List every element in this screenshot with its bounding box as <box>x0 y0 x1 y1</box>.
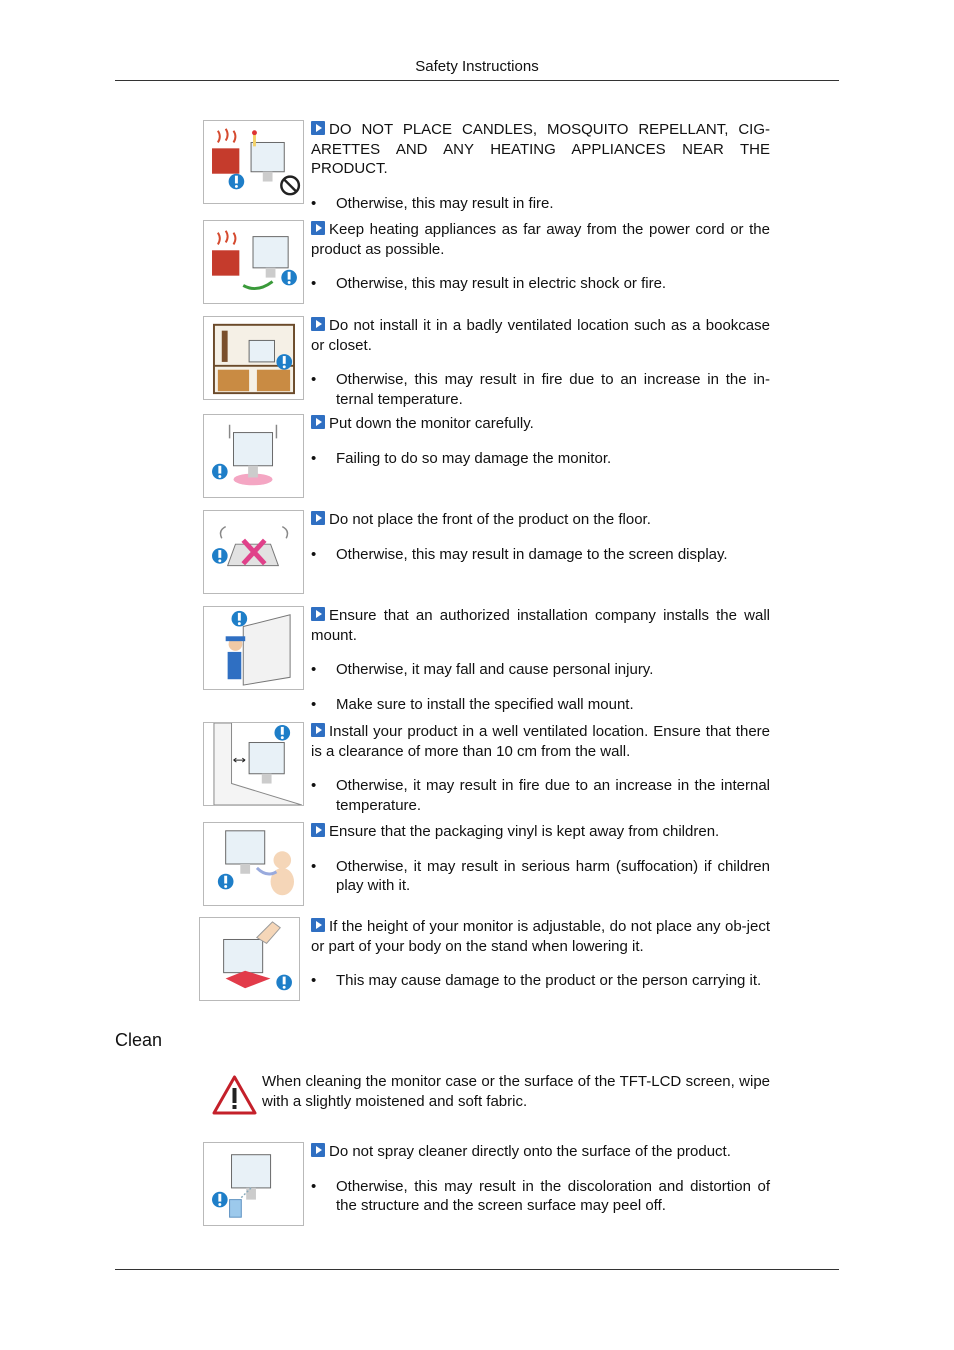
note-marker-icon <box>311 317 325 331</box>
item-text: DO NOT PLACE CANDLES, MOSQUITO REPELLANT, CIG-ARETTES AND ANY HEATING APPLIANCES NEAR THE PRODUCT. <box>311 121 770 177</box>
note-marker-icon <box>311 221 325 235</box>
put-down-monitor-icon <box>203 414 304 498</box>
bullet-item: • Otherwise, it may result in fire due to an increase in the internal temperature. <box>311 776 770 815</box>
bullet-item: • Otherwise, this may result in fire due to an increase in the in-ternal temperature. <box>311 370 770 409</box>
bullet-item: • Otherwise, this may result in fire. <box>311 194 770 214</box>
item-text: Keep heating appliances as far away from the power cord or the product as possible. <box>311 221 770 258</box>
item-text: Ensure that an authorized installation company installs the wall mount. <box>311 607 770 644</box>
wall-clearance-icon <box>203 722 304 806</box>
monitor-face-down-icon <box>203 510 304 594</box>
spray-cleaner-icon <box>203 1142 304 1226</box>
note-marker-icon <box>311 511 325 525</box>
bookcase-monitor-icon <box>203 316 304 400</box>
item-text: Do not place the front of the product on the floor. <box>329 511 651 528</box>
section-title-clean: Clean <box>115 1030 163 1050</box>
bullet-item: • Otherwise, this may result in the discoloration and distortion of the structure and the screen surface may peel off. <box>311 1177 770 1216</box>
item-text: Ensure that the packaging vinyl is kept away from children. <box>329 823 720 840</box>
bullet-item: • This may cause damage to the product or the person carrying it. <box>311 971 770 991</box>
item-text: Install your product in a well ventilated location. Ensure that there is a clearance of more than 10 cm from the wall. <box>311 723 770 760</box>
bullet-item: • Otherwise, this may result in damage to the screen display. <box>311 545 770 565</box>
note-marker-icon <box>311 723 325 737</box>
note-marker-icon <box>311 121 325 135</box>
heater-power-cord-icon <box>203 220 304 304</box>
header-divider <box>115 80 839 81</box>
item-text: Do not install it in a badly ventilated location such as a bookcase or closet. <box>311 317 770 354</box>
child-vinyl-icon <box>203 822 304 906</box>
note-marker-icon <box>311 918 325 932</box>
candle-heater-monitor-icon <box>203 120 304 204</box>
stand-lowering-hand-icon <box>199 917 300 1001</box>
item-text: Put down the monitor carefully. <box>329 415 534 432</box>
bullet-item: • Otherwise, this may result in electric shock or fire. <box>311 274 770 294</box>
note-marker-icon <box>311 415 325 429</box>
item-text: If the height of your monitor is adjustable, do not place any ob-ject or part of your body on the stand when lowering it. <box>311 918 770 955</box>
page-header: Safety Instructions <box>415 58 539 75</box>
caution-text: When cleaning the monitor case or the surface of the TFT-LCD screen, wipe with a slightly moistened and soft fabric. <box>262 1073 770 1110</box>
note-marker-icon <box>311 607 325 621</box>
note-marker-icon <box>311 1143 325 1157</box>
wall-mount-installer-icon <box>203 606 304 690</box>
bullet-item: • Otherwise, it may fall and cause personal injury. <box>311 660 770 680</box>
bullet-item: • Make sure to install the specified wall mount. <box>311 695 770 715</box>
warning-triangle-icon <box>212 1074 257 1116</box>
note-marker-icon <box>311 823 325 837</box>
bullet-item: • Otherwise, it may result in serious harm (suffocation) if children play with it. <box>311 857 770 896</box>
bullet-item: • Failing to do so may damage the monitor. <box>311 449 770 469</box>
item-text: Do not spray cleaner directly onto the surface of the product. <box>329 1143 731 1160</box>
footer-divider <box>115 1269 839 1270</box>
